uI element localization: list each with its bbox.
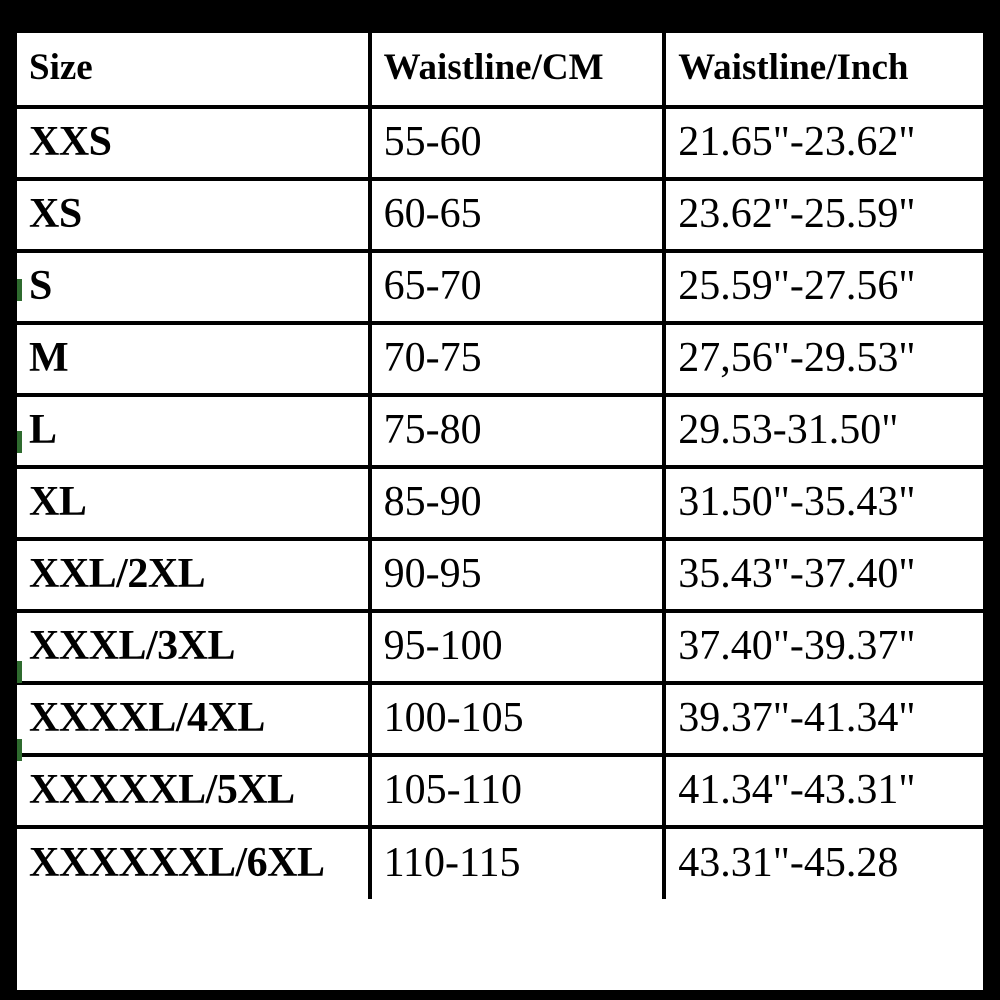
column-header-size: Size [17, 33, 370, 107]
cell-size: S [17, 251, 370, 323]
cell-waistline-cm: 105-110 [370, 755, 665, 827]
cell-size: XXXXL/4XL [17, 683, 370, 755]
table-row [17, 395, 983, 467]
cell-waistline-inch: 29.53-31.50" [664, 395, 983, 467]
cell-waistline-cm: 110-115 [370, 827, 665, 899]
scan-artifact-mark [17, 661, 22, 683]
table-header-row [17, 33, 983, 107]
scan-artifact-mark [17, 431, 22, 453]
cell-waistline-cm: 65-70 [370, 251, 665, 323]
cell-size: XXS [17, 107, 370, 179]
cell-waistline-cm: 100-105 [370, 683, 665, 755]
cell-waistline-inch: 31.50"-35.43" [664, 467, 983, 539]
table-row [17, 251, 983, 323]
cell-size: XXXXXL/5XL [17, 755, 370, 827]
cell-size: M [17, 323, 370, 395]
column-header-waistline-cm: Waistline/CM [370, 33, 665, 107]
cell-size: L [17, 395, 370, 467]
cell-waistline-cm: 95-100 [370, 611, 665, 683]
size-chart-table [17, 33, 983, 899]
cell-size: XXL/2XL [17, 539, 370, 611]
cell-size: XXXL/3XL [17, 611, 370, 683]
table-row [17, 755, 983, 827]
table-row [17, 323, 983, 395]
table-row [17, 683, 983, 755]
cell-waistline-cm: 75-80 [370, 395, 665, 467]
cell-waistline-inch: 21.65"-23.62" [664, 107, 983, 179]
cell-waistline-cm: 70-75 [370, 323, 665, 395]
cell-size: XL [17, 467, 370, 539]
table-header [17, 33, 983, 107]
cell-waistline-inch: 23.62"-25.59" [664, 179, 983, 251]
table-row [17, 827, 983, 899]
cell-waistline-inch: 43.31"-45.28 [678, 839, 899, 886]
table-body [17, 107, 983, 899]
cell-waistline-cm: 55-60 [370, 107, 665, 179]
cell-size: XS [17, 179, 370, 251]
size-chart-container [12, 28, 988, 990]
table-row [17, 107, 983, 179]
column-header-waistline-inch: Waistline/Inch [664, 33, 983, 107]
table-row [17, 179, 983, 251]
table-row [17, 467, 983, 539]
cell-waistline-cm: 90-95 [370, 539, 665, 611]
scan-artifact-mark [17, 739, 22, 761]
cell-size: XXXXXXL/6XL [17, 827, 370, 899]
cell-waistline-cm: 85-90 [370, 467, 665, 539]
cell-waistline-inch: 39.37"-41.34" [664, 683, 983, 755]
scan-artifact-mark [17, 279, 22, 301]
cell-waistline-cm: 60-65 [370, 179, 665, 251]
cell-waistline-inch: 25.59"-27.56" [664, 251, 983, 323]
cell-waistline-inch: 35.43"-37.40" [664, 539, 983, 611]
cell-waistline-inch: 41.34"-43.31" [664, 755, 983, 827]
table-row [17, 539, 983, 611]
cell-waistline-inch: 37.40"-39.37" [664, 611, 983, 683]
cell-waistline-inch: 27,56"-29.53" [664, 323, 983, 395]
table-row [17, 611, 983, 683]
